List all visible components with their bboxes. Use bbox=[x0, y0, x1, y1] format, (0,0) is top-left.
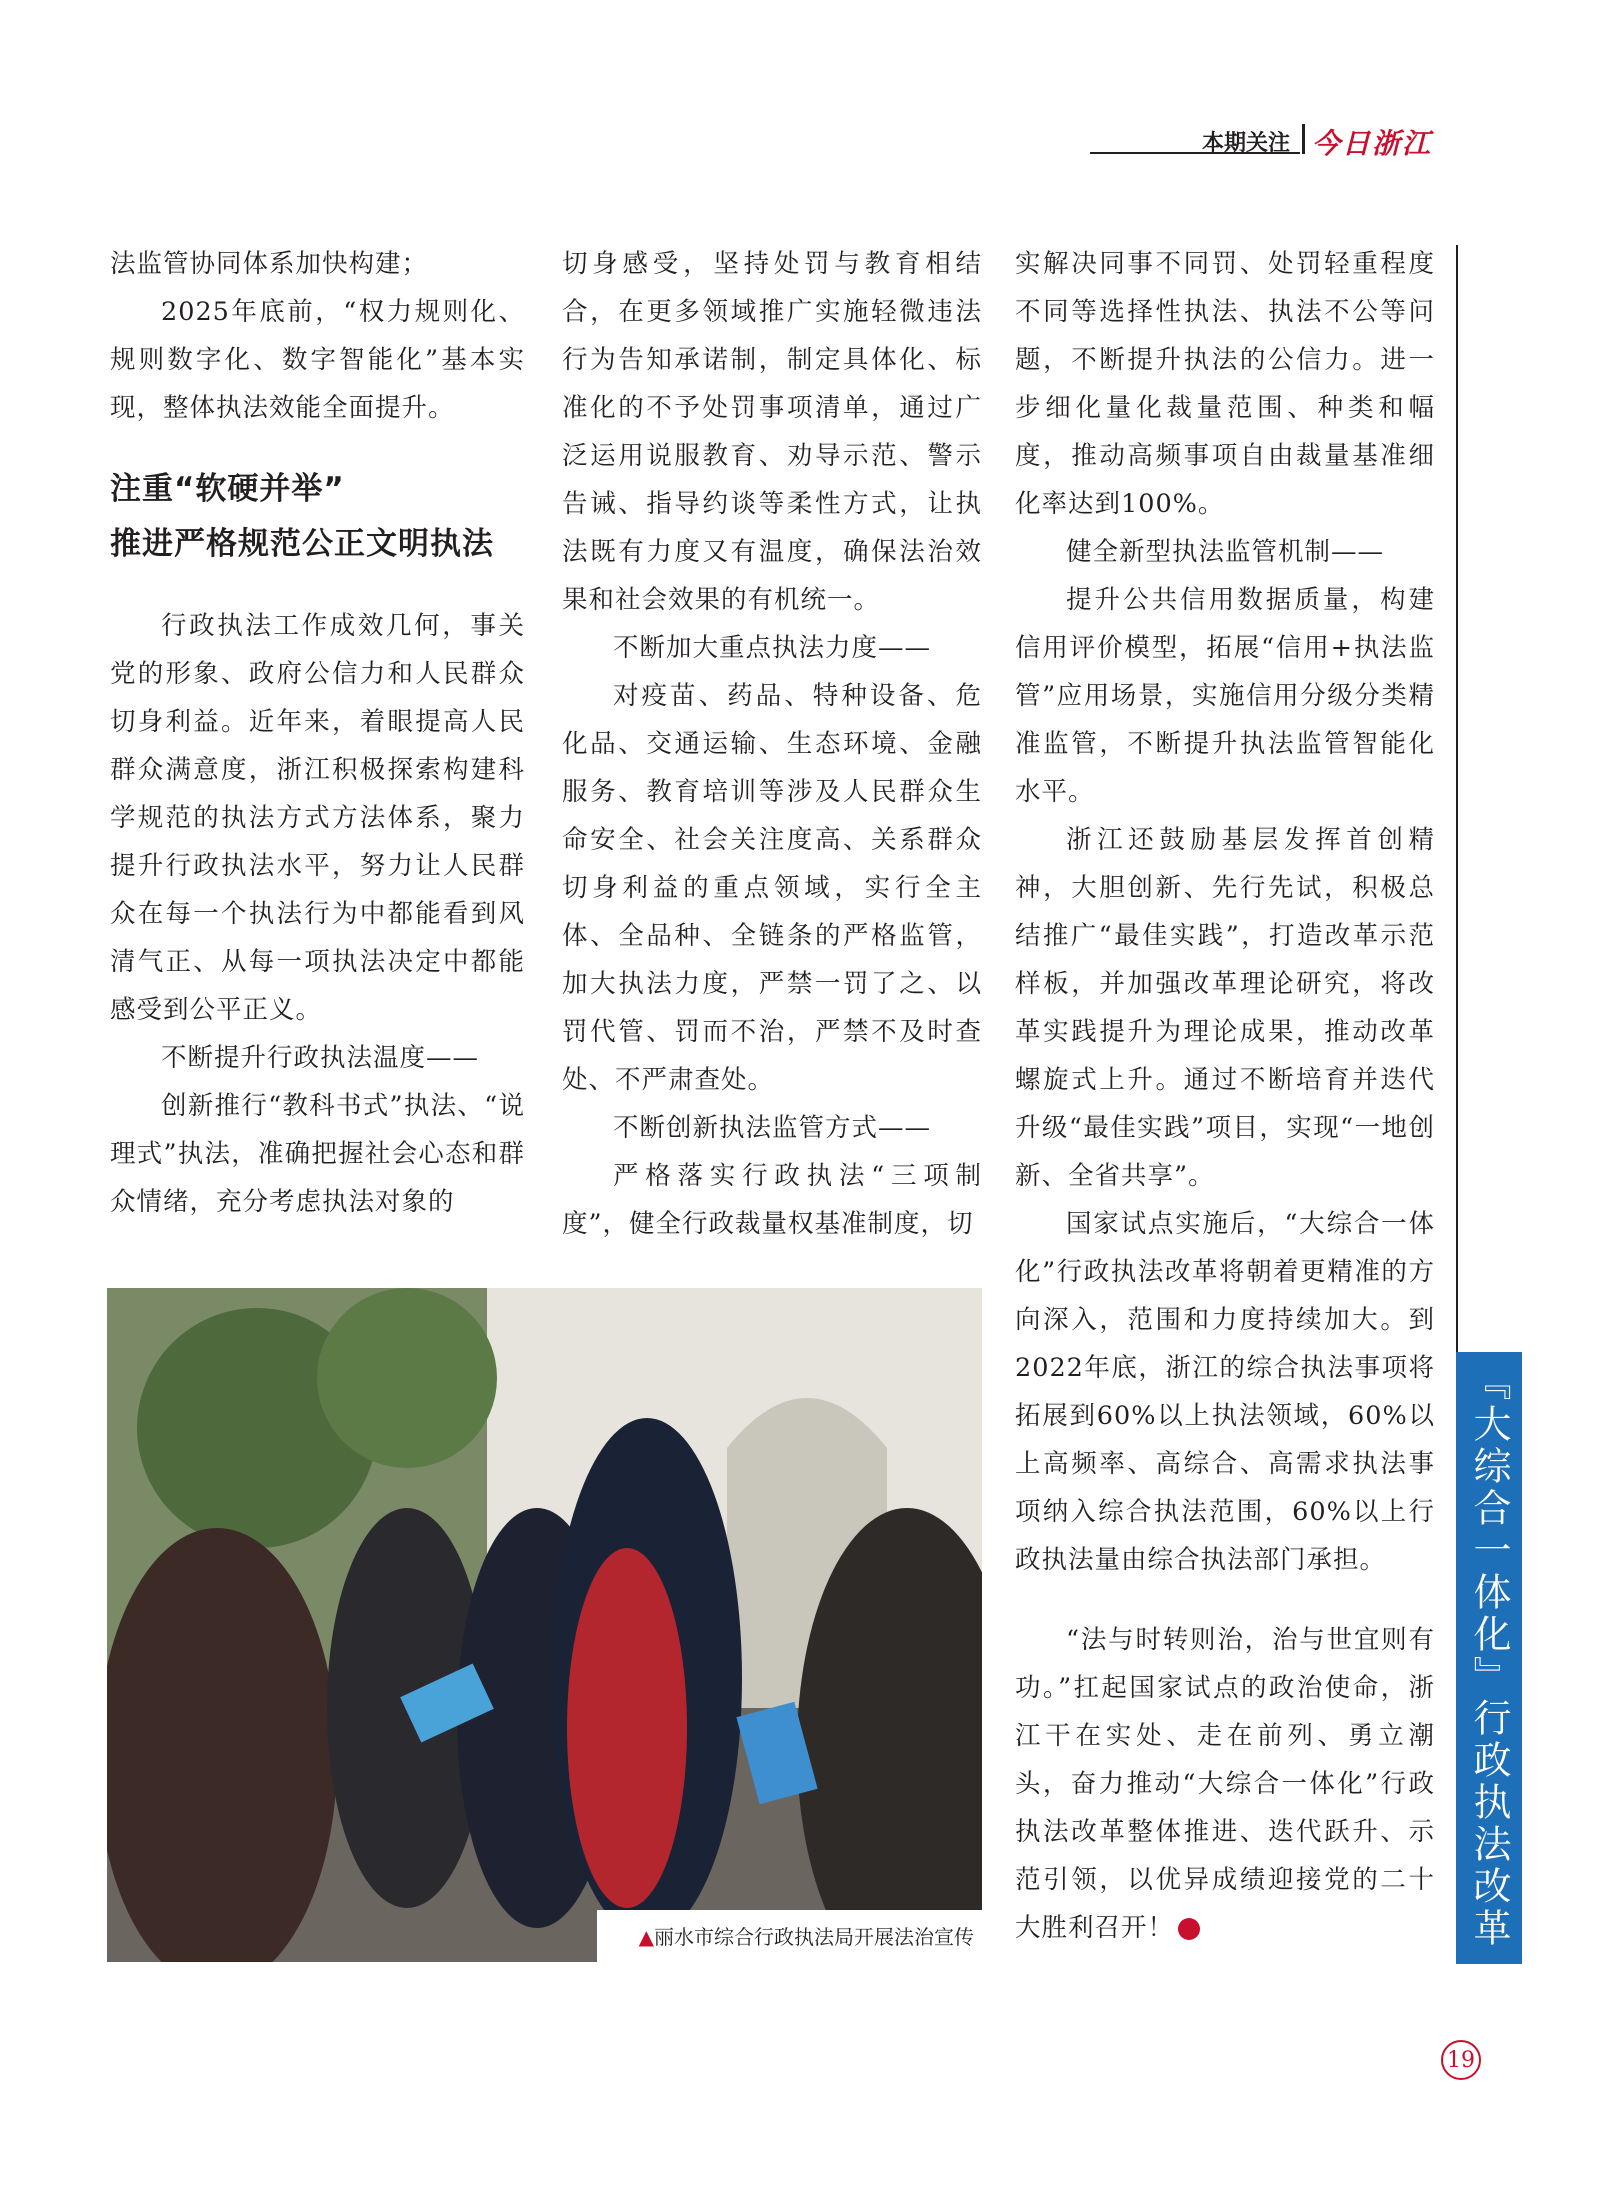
paragraph: 浙江还鼓励基层发挥首创精神，大胆创新、先行先试，积极总结推广“最佳实践”，打造改革示范样板，并加强改革理论研究，将改革实践提升为理论成果，推动改革螺旋式上升。通过不断培育并迭代升级“最佳实践”项目，实现“一地创新、全省共享”。 bbox=[1015, 825, 1435, 1191]
closing-paragraph bbox=[1015, 1616, 1435, 1952]
subheading: 不断创新执法监管方式—— bbox=[613, 1113, 932, 1143]
article-column-2 bbox=[562, 240, 982, 1248]
page-number: 19 bbox=[1441, 2040, 1481, 2080]
article-column-1 bbox=[110, 240, 525, 1226]
header-separator bbox=[1302, 124, 1305, 154]
section-label: 本期关注 bbox=[1202, 131, 1291, 156]
caption-text: 丽水市综合行政执法局开展法治宣传 bbox=[654, 1925, 974, 1949]
subheading: 不断提升行政执法温度—— bbox=[161, 1043, 480, 1073]
end-mark-icon bbox=[1178, 1918, 1200, 1940]
page-header bbox=[1090, 122, 1435, 160]
tree-canopy bbox=[317, 1288, 497, 1468]
person-silhouette bbox=[567, 1548, 687, 1908]
paragraph: 实解决同事不同罚、处罚轻重程度不同等选择性执法、执法不公等问题，不断提升执法的公信力。进一步细化量化裁量范围、种类和幅度，推动高频事项自由裁量基准细化率达到100%。 bbox=[1015, 249, 1435, 519]
side-tab bbox=[1456, 1352, 1522, 1964]
subheading: 健全新型执法监管机制—— bbox=[1066, 537, 1385, 567]
caption-marker-icon: ▲ bbox=[638, 1925, 654, 1949]
side-rule bbox=[1456, 245, 1458, 1353]
paragraph: 切身感受，坚持处罚与教育相结合，在更多领域推广实施轻微违法行为告知承诺制，制定具体化、标准化的不予处罚事项清单，通过广泛运用说服教育、劝导示范、警示告诫、指导约谈等柔性方式，让执法既有力度又有温度，确保法治效果和社会效果的有机统一。 bbox=[562, 249, 982, 615]
paragraph: 行政执法工作成效几何，事关党的形象、政府公信力和人民群众切身利益。近年来，着眼提高人民群众满意度，浙江积极探索构建科学规范的执法方式方法体系，聚力提升行政执法水平，努力让人民群众在每一个执法行为中都能看到风清气正、从每一项执法决定中都能感受到公平正义。 bbox=[110, 611, 525, 1025]
paragraph: 国家试点实施后，“大综合一体化”行政执法改革将朝着更精准的方向深入，范围和力度持续加大。到2022年底，浙江的综合执法事项将拓展到60%以上执法领域，60%以上高频率、高综合、高需求执法事项纳入综合执法范围，60%以上行政执法量由综合执法部门承担。 bbox=[1015, 1209, 1435, 1575]
paragraph: 严格落实行政执法“三项制度”，健全行政裁量权基准制度，切 bbox=[562, 1161, 982, 1239]
side-tab-text: 『大综合一体化』行政执法改革 bbox=[1467, 1362, 1511, 1950]
paragraph: 2025年底前，“权力规则化、规则数字化、数字智能化”基本实现，整体执法效能全面提升。 bbox=[110, 297, 525, 423]
heading-line-1: 注重“软硬并举” bbox=[110, 471, 345, 507]
paragraph: 创新推行“教科书式”执法、“说理式”执法，准确把握社会心态和群众情绪，充分考虑执法对象的 bbox=[110, 1091, 525, 1217]
article-column-3 bbox=[1015, 240, 1435, 1952]
paragraph: 法监管协同体系加快构建； bbox=[110, 249, 429, 279]
paragraph: 提升公共信用数据质量，构建信用评价模型，拓展“信用+执法监管”应用场景，实施信用分级分类精准监管，不断提升执法监管智能化水平。 bbox=[1015, 585, 1435, 807]
subheading: 不断加大重点执法力度—— bbox=[613, 633, 932, 663]
magazine-logo: 今日浙江 bbox=[1312, 127, 1433, 160]
article-photo bbox=[107, 1288, 982, 1962]
section-heading bbox=[110, 462, 525, 572]
heading-line-2: 推进严格规范公正文明执法 bbox=[110, 526, 494, 562]
closing-text: “法与时转则治，治与世宜则有功。”扛起国家试点的政治使命，浙江干在实处、走在前列、勇立潮头，奋力推动“大综合一体化”行政执法改革整体推进、迭代跃升、示范引领，以优异成绩迎接党的二十大胜利召开！ bbox=[1015, 1625, 1435, 1943]
photo-caption bbox=[639, 1921, 974, 1950]
photo-illustration bbox=[107, 1288, 982, 1962]
paragraph: 对疫苗、药品、特种设备、危化品、交通运输、生态环境、金融服务、教育培训等涉及人民群众生命安全、社会关注度高、关系群众切身利益的重点领域，实行全主体、全品种、全链条的严格监管，加大执法力度，严禁一罚了之、以罚代管、罚而不治，严禁不及时查处、不严肃查处。 bbox=[562, 681, 982, 1095]
paragraph-spacer bbox=[1015, 1584, 1435, 1616]
